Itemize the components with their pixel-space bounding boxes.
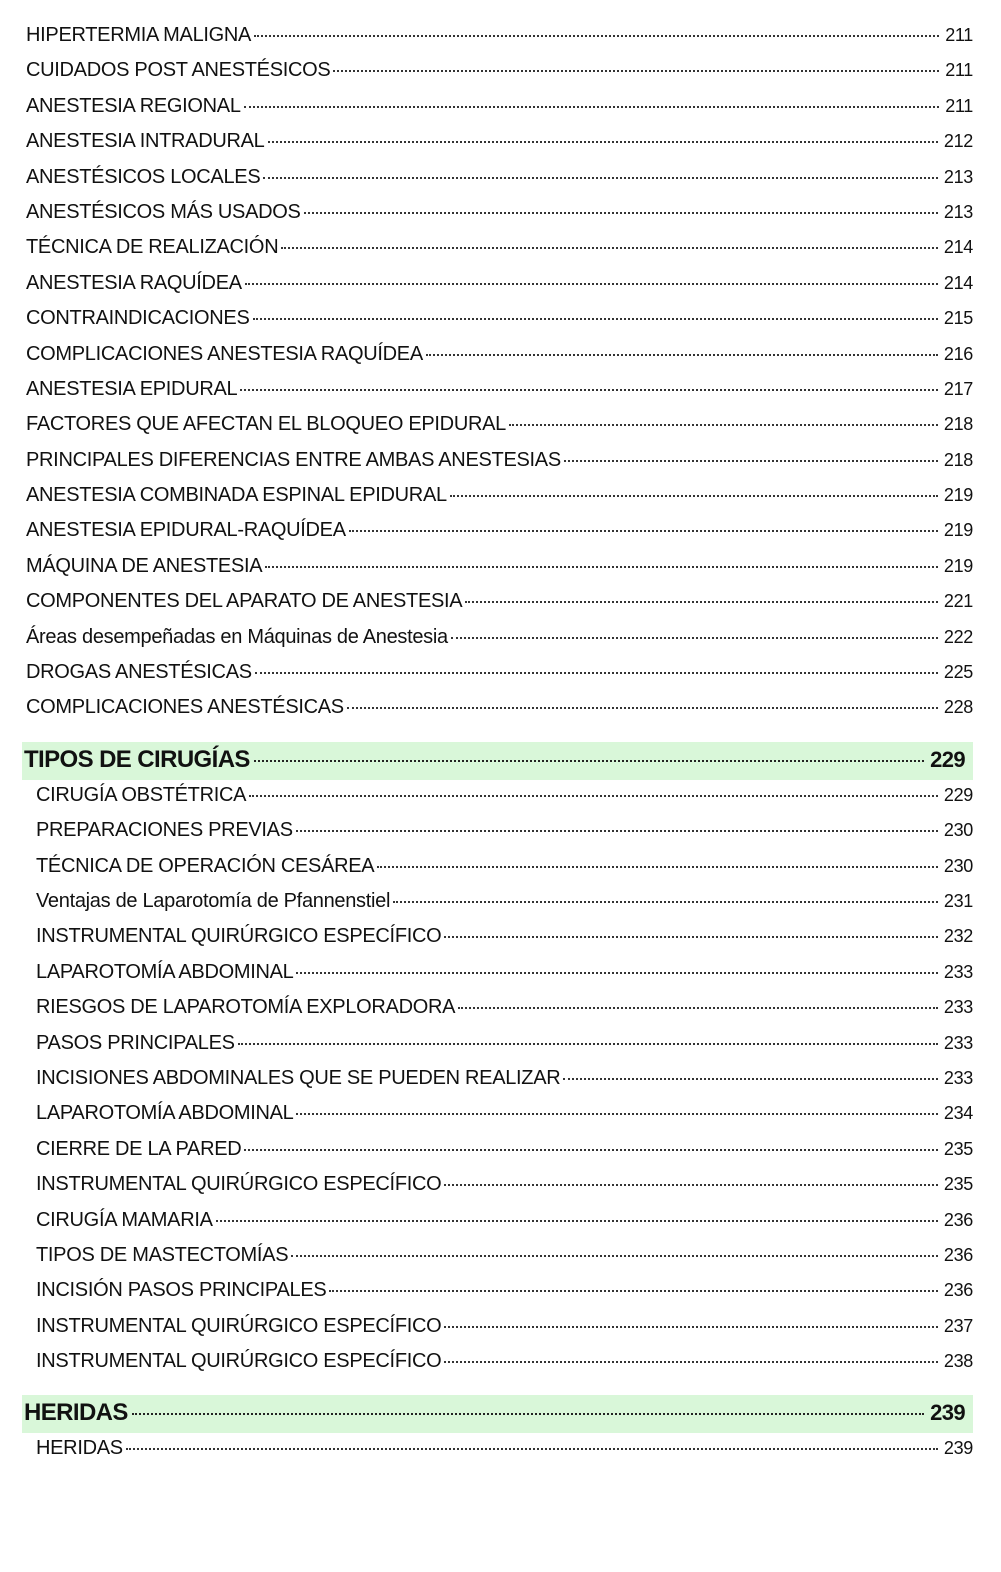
toc-entry-page-number: 211 [945,60,973,81]
toc-entry-title: FACTORES QUE AFECTAN EL BLOQUEO EPIDURAL [26,413,506,436]
toc-list-tipos-de-cirugias [22,784,973,1386]
dot-leader [296,972,937,974]
toc-entry-page-number: 219 [943,520,973,541]
section-page-number: 229 [930,746,965,772]
toc-entry-page-number: 232 [943,926,973,947]
toc-entry[interactable] [36,1138,973,1173]
dot-leader [349,530,938,532]
toc-entry[interactable] [36,855,973,890]
toc-entry-title: COMPLICACIONES ANESTÉSICAS [26,696,344,719]
toc-entry-title: ANESTESIA EPIDURAL-RAQUÍDEA [26,519,346,542]
toc-entry-title: PREPARACIONES PREVIAS [36,819,293,842]
toc-entry[interactable] [26,661,973,696]
toc-entry-title: ANESTESIA RAQUÍDEA [26,271,242,294]
dot-leader [451,637,938,639]
toc-entry-page-number: 231 [943,890,973,911]
dot-leader [245,283,938,285]
dot-leader [238,1043,938,1045]
section-header-tipos-de-cirugias[interactable] [22,742,973,780]
dot-leader [563,1078,937,1080]
toc-entry-page-number: 228 [943,697,973,718]
toc-entry[interactable] [36,1032,973,1067]
toc-entry-page-number: 233 [943,997,973,1018]
dot-leader [254,35,939,37]
toc-entry-page-number: 236 [943,1280,973,1301]
toc-entry-title: ANESTESIA INTRADURAL [26,130,265,153]
toc-entry[interactable] [26,590,973,625]
section-header-heridas[interactable] [22,1395,973,1433]
section-title: TIPOS DE CIRUGÍAS [24,745,250,773]
toc-entry[interactable] [36,996,973,1031]
toc-entry-page-number: 214 [943,272,973,293]
toc-entry-title: COMPLICACIONES ANESTESIA RAQUÍDEA [26,342,423,365]
toc-entry[interactable] [26,95,973,130]
toc-entry-page-number: 214 [943,237,973,258]
toc-entry[interactable] [26,307,973,342]
toc-entry-page-number: 225 [943,662,973,683]
toc-entry-title: INSTRUMENTAL QUIRÚRGICO ESPECÍFICO [36,1350,442,1373]
section-page-number: 239 [930,1400,965,1426]
toc-entry[interactable] [26,413,973,448]
dot-leader [126,1448,938,1450]
toc-entry[interactable] [26,626,973,661]
toc-entry-title: Ventajas de Laparotomía de Pfannenstiel [36,889,391,912]
toc-entry[interactable] [36,1209,973,1244]
toc-entry[interactable] [36,1315,973,1350]
toc-entry-title: PRINCIPALES DIFERENCIAS ENTRE AMBAS ANESTESIAS [26,448,561,471]
toc-entry[interactable] [26,24,973,59]
toc-list-heridas [22,1437,973,1472]
toc-entry-page-number: 237 [943,1315,973,1336]
toc-entry-page-number: 213 [943,201,973,222]
toc-entry[interactable] [36,1244,973,1279]
toc-entry[interactable] [36,925,973,960]
toc-entry[interactable] [36,890,973,925]
toc-entry[interactable] [36,1279,973,1314]
toc-entry-page-number: 215 [943,308,973,329]
toc-entry-title: ANESTESIA REGIONAL [26,94,241,117]
toc-entry-page-number: 236 [943,1244,973,1265]
toc-entry[interactable] [26,343,973,378]
dot-leader [450,495,938,497]
dot-leader [393,901,938,903]
dot-leader [281,247,938,249]
toc-entry-title: PASOS PRINCIPALES [36,1031,235,1054]
toc-entry-title: CONTRAINDICACIONES [26,307,250,330]
toc-entry-page-number: 217 [943,378,973,399]
dot-leader [347,707,938,709]
toc-entry-page-number: 235 [943,1174,973,1195]
toc-entry[interactable] [36,819,973,854]
toc-entry-page-number: 211 [945,25,973,45]
toc-entry-page-number: 212 [943,131,973,152]
toc-entry-page-number: 238 [943,1351,973,1372]
toc-entry-page-number: 239 [943,1438,973,1459]
toc-entry-title: INSTRUMENTAL QUIRÚRGICO ESPECÍFICO [36,1173,442,1196]
toc-entry[interactable] [36,1067,973,1102]
dot-leader [216,1220,938,1222]
toc-entry-title: ANESTÉSICOS LOCALES [26,165,261,188]
dot-leader [296,1113,937,1115]
dot-leader [333,70,939,72]
dot-leader [255,672,938,674]
toc-entry-title: TIPOS DE MASTECTOMÍAS [36,1243,289,1266]
toc-entry-page-number: 236 [943,1209,973,1230]
toc-entry[interactable] [36,784,973,819]
dot-leader [377,866,938,868]
toc-entry-page-number: 219 [943,555,973,576]
toc-entry-page-number: 233 [943,1032,973,1053]
toc-entry[interactable] [26,201,973,236]
toc-entry-title: ANESTÉSICOS MÁS USADOS [26,200,301,223]
toc-entry-title: CIRUGÍA MAMARIA [36,1208,213,1231]
toc-entry-page-number: 211 [945,95,973,116]
toc-list-anestesia [22,24,973,732]
toc-entry[interactable] [36,1173,973,1208]
toc-entry[interactable] [26,484,973,519]
dot-leader [265,566,938,568]
toc-entry[interactable] [26,130,973,165]
toc-entry-title: CIERRE DE LA PARED [36,1137,242,1160]
section-title: HERIDAS [24,1399,128,1427]
toc-entry-page-number: 218 [943,449,973,470]
toc-entry[interactable] [26,519,973,554]
toc-entry[interactable] [36,1102,973,1137]
toc-entry[interactable] [26,378,973,413]
toc-entry[interactable] [36,961,973,996]
toc-entry-page-number: 221 [943,591,973,612]
dot-leader [509,424,938,426]
toc-entry-title: MÁQUINA DE ANESTESIA [26,554,263,577]
dot-leader [263,177,937,179]
toc-entry-title: LAPAROTOMÍA ABDOMINAL [36,1102,294,1125]
toc-entry-page-number: 219 [943,485,973,506]
toc-entry[interactable] [26,166,973,201]
toc-entry-title: Áreas desempeñadas en Máquinas de Anestesia [26,625,448,648]
toc-entry-page-number: 216 [943,343,973,364]
toc-entry-page-number: 233 [943,1067,973,1088]
dot-leader [254,760,924,762]
toc-entry-page-number: 230 [943,820,973,841]
toc-entry-title: CIRUGÍA OBSTÉTRICA [36,783,247,806]
toc-entry[interactable] [26,696,973,731]
toc-entry[interactable] [26,555,973,590]
toc-entry-title: HERIDAS [36,1437,123,1460]
dot-leader [329,1290,937,1292]
toc-entry-title: INSTRUMENTAL QUIRÚRGICO ESPECÍFICO [36,1314,442,1337]
toc-entry-title: INSTRUMENTAL QUIRÚRGICO ESPECÍFICO [36,925,442,948]
toc-entry-title: ANESTESIA COMBINADA ESPINAL EPIDURAL [26,484,447,507]
toc-entry-page-number: 222 [943,626,973,647]
dot-leader [444,1326,937,1328]
toc-entry-page-number: 213 [943,166,973,187]
toc-entry-title: LAPAROTOMÍA ABDOMINAL [36,960,294,983]
toc-entry[interactable] [36,1437,973,1472]
dot-leader [444,1361,937,1363]
toc-entry-title: TÉCNICA DE REALIZACIÓN [26,236,279,259]
toc-entry-title: CUIDADOS POST ANESTÉSICOS [26,59,331,82]
toc-entry[interactable] [26,236,973,271]
toc-entry-page-number: 230 [943,855,973,876]
dot-leader [132,1413,924,1415]
dot-leader [458,1007,938,1009]
toc-entry-title: ANESTESIA EPIDURAL [26,377,238,400]
toc-entry-title: RIESGOS DE LAPAROTOMÍA EXPLORADORA [36,996,456,1019]
dot-leader [444,936,937,938]
toc-entry-page-number: 218 [943,414,973,435]
toc-entry-page-number: 233 [943,961,973,982]
toc-entry[interactable] [26,59,973,94]
toc-entry[interactable] [26,449,973,484]
dot-leader [426,354,938,356]
toc-entry[interactable] [26,272,973,307]
dot-leader [304,212,938,214]
dot-leader [249,795,938,797]
dot-leader [465,601,938,603]
toc-entry-page-number: 235 [943,1138,973,1159]
dot-leader [244,106,939,108]
toc-entry-title: TÉCNICA DE OPERACIÓN CESÁREA [36,854,375,877]
dot-leader [240,389,938,391]
dot-leader [291,1255,938,1257]
dot-leader [564,460,938,462]
toc-entry-title: DROGAS ANESTÉSICAS [26,661,252,684]
toc-entry-page-number: 234 [943,1103,973,1124]
toc-entry[interactable] [36,1350,973,1385]
dot-leader [268,141,938,143]
dot-leader [444,1184,937,1186]
dot-leader [296,830,938,832]
toc-entry-title: COMPONENTES DEL APARATO DE ANESTESIA [26,590,463,613]
toc-entry-title: HIPERTERMIA MALIGNA [26,24,252,46]
toc-entry-title: INCISIONES ABDOMINALES QUE SE PUEDEN REALIZAR [36,1066,561,1089]
toc-entry-page-number: 229 [943,784,973,805]
dot-leader [253,318,938,320]
dot-leader [244,1149,937,1151]
toc-entry-title: INCISIÓN PASOS PRINCIPALES [36,1279,327,1302]
